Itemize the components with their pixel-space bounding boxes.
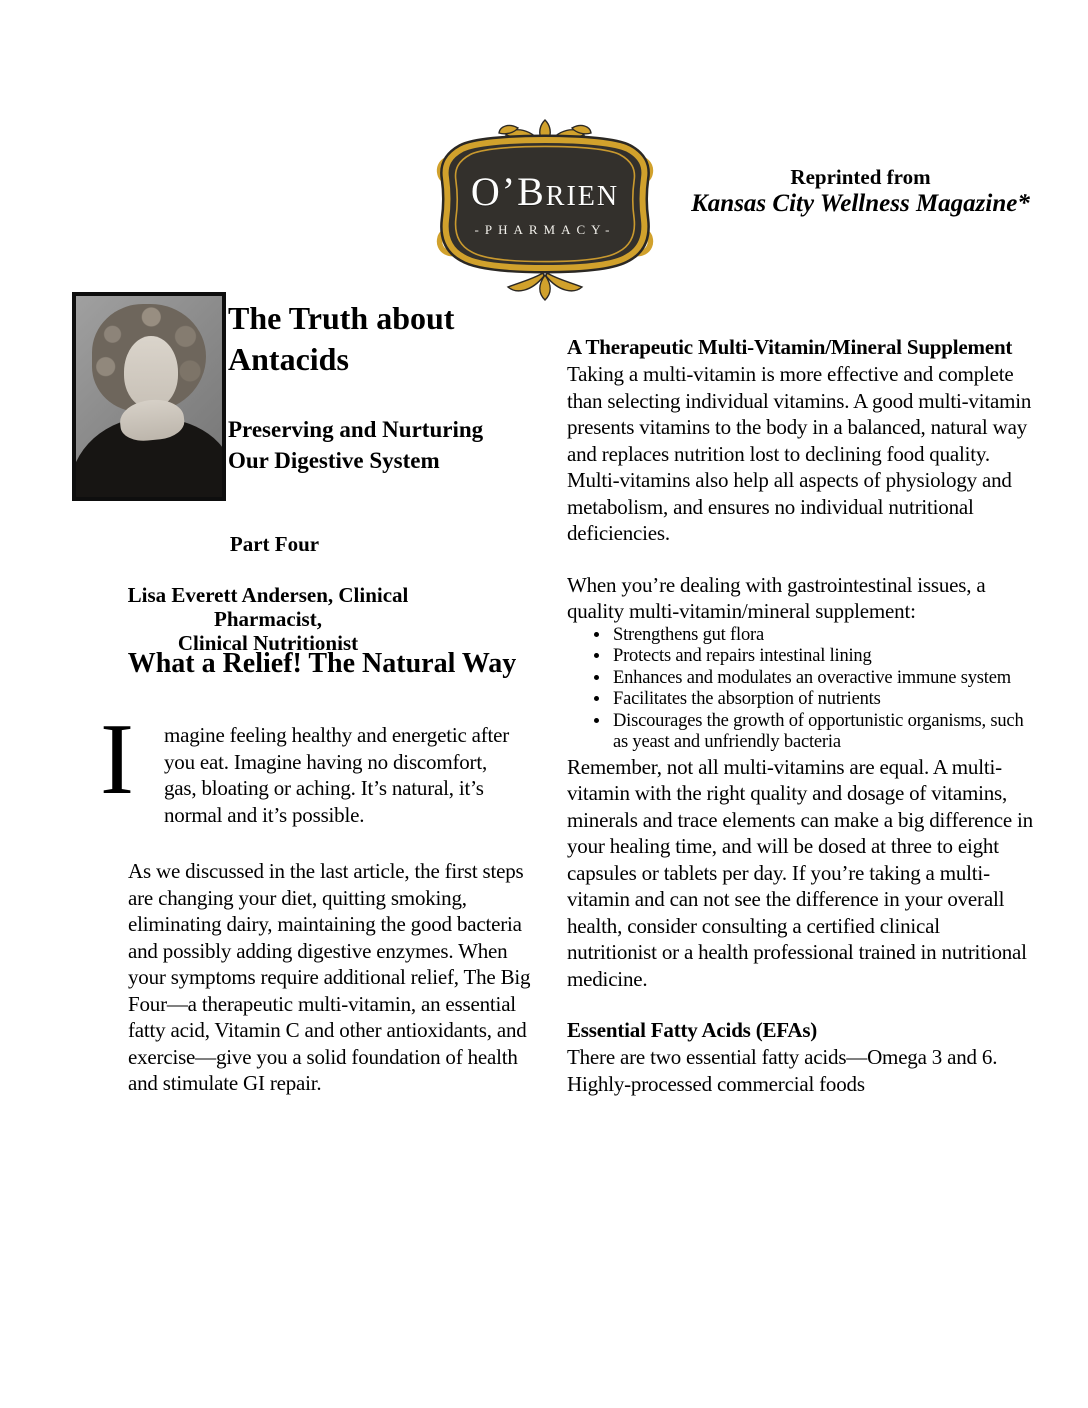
- multivitamin-paragraph: Taking a multi-vitamin is more effective and complete than selecting individual vitamins. A good multi-vitamin presents vitamins to the body in a balanced, natural way and replaces nutrition lost to declining food quality. Multi-vitamins also help all aspects of physiology and metabolism, and ensures no individual nutritional deficiencies.: [567, 362, 1032, 545]
- article-subtitle: Preserving and Nurturing Our Digestive System: [228, 417, 484, 473]
- list-item: • Protects and repairs intestinal lining: [611, 646, 1033, 668]
- article-title: The Truth about Antacids: [228, 300, 455, 377]
- author-portrait-photo: [72, 292, 226, 501]
- list-item: • Strengthens gut flora: [611, 625, 1033, 647]
- logo-bottom-crest-icon: [508, 273, 582, 300]
- intro-paragraph: [100, 703, 516, 828]
- multivitamin-heading: A Therapeutic Multi-Vitamin/Mineral Supplement: [567, 335, 1013, 359]
- magazine-name: Kansas City Wellness Magazine*: [691, 190, 1030, 217]
- section-heading: What a Relief! The Natural Way: [127, 648, 517, 679]
- intro-paragraph-text: magine feeling healthy and energetic after you eat. Imagine having no discomfort, gas, bloating or aching. It’s natural, it’s normal and it’s possible.: [163, 723, 510, 827]
- remember-paragraph: Remember, not all multi-vitamins are equal. A multi-vitamin with the right quality and dosage of vitamins, minerals and trace elements can make a big difference in your healing time, and will be dosed at three to eight capsules or tablets per day. If you’re taking a multi-vitamin and can not see the difference in your overall health, consider consulting a certified clinical nutritionist or a health professional trained in nutritional medicine.: [567, 754, 1033, 991]
- list-item: • Discourages the growth of opportunistic organisms, such as yeast and unfriendly bacteria: [611, 711, 1033, 754]
- author-byline-line2: Clinical Nutritionist: [177, 631, 359, 655]
- gastrointestinal-paragraph: When you’re dealing with gastrointestinal issues, a quality multi-vitamin/mineral supplement:: [567, 572, 986, 623]
- portrait-face-shape: [124, 336, 178, 408]
- right-column: [567, 334, 1033, 1097]
- dropcap-letter: I: [100, 703, 134, 816]
- part-label: Part Four: [229, 532, 320, 556]
- efa-heading: Essential Fatty Acids (EFAs): [567, 1018, 818, 1042]
- reprint-credit: [688, 166, 1033, 218]
- logo-pharmacy-label: -PHARMACY-: [474, 222, 616, 237]
- author-byline: [72, 583, 464, 655]
- obrien-pharmacy-logo: [428, 118, 662, 302]
- author-byline-line1: Lisa Everett Andersen, Clinical Pharmacist,: [127, 583, 409, 631]
- logo-wordmark: O’Brien: [470, 169, 620, 214]
- list-item: • Facilitates the absorption of nutrients: [611, 689, 1033, 711]
- supplement-benefits-list: [567, 625, 1033, 754]
- reprint-from-label: Reprinted from: [790, 165, 931, 189]
- left-column-paragraph: As we discussed in the last article, the first steps are changing your diet, quitting smoking, eliminating dairy, maintaining the good bacteria and possibly adding digestive enzymes. When your symptoms require additional relief, The Big Four—a therapeutic multi-vitamin, an essential fatty acid, Vitamin C and other antioxidants, and exercise—give you a solid foundation of health and stimulate GI repair.: [128, 859, 531, 1095]
- list-item: • Enhances and modulates an overactive immune system: [611, 668, 1033, 690]
- efa-paragraph: There are two essential fatty acids—Omega 3 and 6. Highly-processed commercial foods: [567, 1045, 998, 1096]
